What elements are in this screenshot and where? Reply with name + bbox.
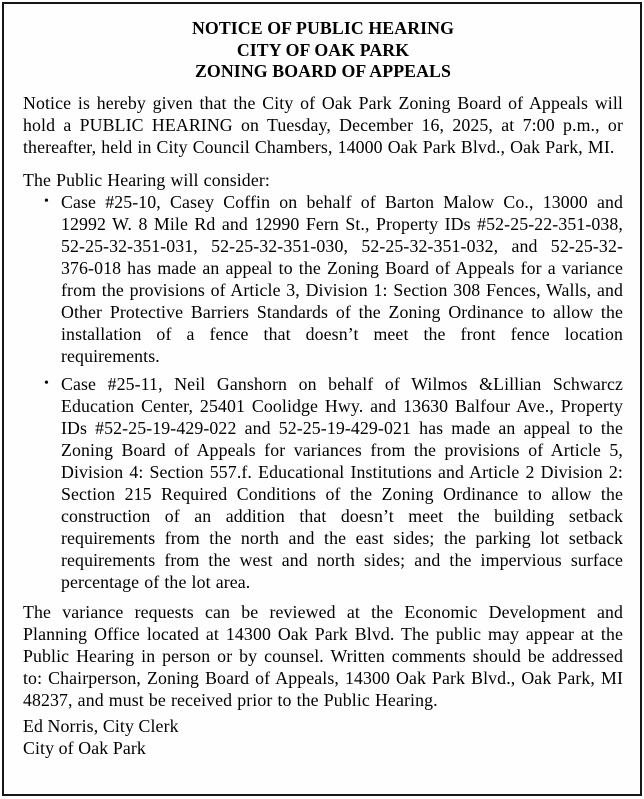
bullet-icon: • [44, 193, 49, 209]
review-paragraph: The variance requests can be reviewed at the Economic Development and Planning Office located at 14300 Oak Park Blvd. The public may appear at the Public Hearing in person or by counsel. Written comments should be addressed to: Chairperson, Zoning Board of Appeals, 14300 Oak Park Blvd., Oak Park, MI 48237, and must be received prior to the Public Hearing. [23, 601, 623, 710]
case-list [23, 191, 623, 593]
case-text: Case #25-11, Neil Ganshorn on behalf of Wilmos &Lillian Schwarcz Education Center, 25401 Coolidge Hwy. and 13630 Balfour Ave., Property IDs #52-25-19-429-022 and 52-25-19-429-021 has made an appeal to the Zoning Board of Appeals for variances from the provisions of Article 5, Division 4: Section 557.f. Educational Institutions and Article 2 Division 2: Section 215 Required Conditions of the Zoning Ordinance to allow the construction of an addition that doesn’t meet the building setback requirements from the north and the east sides; the parking lot setback requirements from the west and north sides; and the impervious surface percentage of the lot area. [61, 373, 623, 592]
case-item-25-10 [23, 191, 623, 367]
signature-org: City of Oak Park [23, 737, 146, 758]
notice-sheet [2, 2, 642, 796]
hearing-consider-label: The Public Hearing will consider: [23, 169, 270, 190]
notice-title-line-2: CITY OF OAK PARK [236, 39, 410, 60]
bullet-icon: • [44, 375, 49, 391]
signature-block [23, 715, 623, 759]
intro-paragraph: Notice is hereby given that the City of Oak Park Zoning Board of Appeals will hold a PUBLIC HEARING on Tuesday, December 16, 2025, at 7:00 p.m., or thereafter, held in City Council Chambers, 14000 Oak Park Blvd., Oak Park, MI. [23, 92, 623, 157]
case-text: Case #25-10, Casey Coffin on behalf of Barton Malow Co., 13000 and 12992 W. 8 Mile Rd and 12990 Fern St., Property IDs #52-25-22-351-038, 52-25-32-351-031, 52-25-32-351-030, 52-25-32-351-032, and 52-25-32-376-018 has made an appeal to the Zoning Board of Appeals for a variance from the provisions of Article 3, Division 1: Section 308 Fences, Walls, and Other Protective Barriers Standards of the Zoning Ordinance to allow the installation of a fence that doesn’t meet the front fence location requirements. [61, 191, 623, 366]
case-item-25-11 [23, 373, 623, 593]
notice-title-line-1: NOTICE OF PUBLIC HEARING [191, 18, 455, 38]
notice-heading [23, 18, 623, 83]
notice-title-line-3: ZONING BOARD OF APPEALS [194, 61, 452, 81]
signature-name: Ed Norris, City Clerk [23, 715, 179, 736]
